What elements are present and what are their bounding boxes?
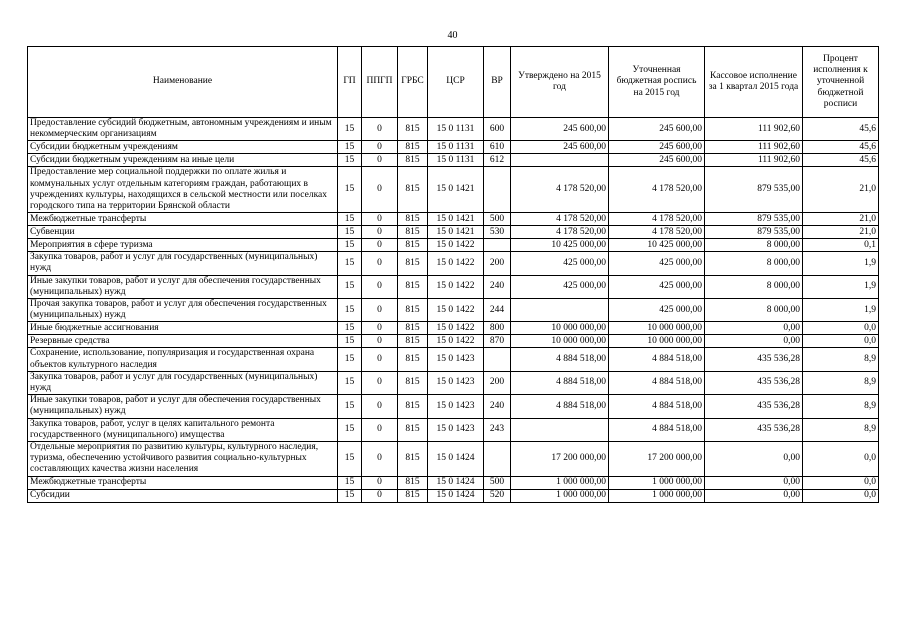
cell-approved: 1 000 000,00	[511, 476, 609, 489]
cell-name: Мероприятия в сфере туризма	[28, 239, 338, 252]
cell-gp: 15	[338, 226, 362, 239]
budget-table	[27, 46, 879, 503]
cell-vr	[484, 167, 511, 213]
cell-csr: 15 0 1423	[428, 418, 484, 441]
cell-grbs: 815	[398, 371, 428, 394]
cell-grbs: 815	[398, 154, 428, 167]
cell-vr: 600	[484, 118, 511, 141]
cell-name: Межбюджетные трансферты	[28, 213, 338, 226]
cell-gp: 15	[338, 118, 362, 141]
cell-gp: 15	[338, 213, 362, 226]
cell-vr: 243	[484, 418, 511, 441]
column-header-vr: ВР	[484, 47, 511, 118]
cell-grbs: 815	[398, 226, 428, 239]
column-header-refined: Уточненная бюджетная роспись на 2015 год	[609, 47, 705, 118]
cell-refined: 10 000 000,00	[609, 322, 705, 335]
cell-gp: 15	[338, 239, 362, 252]
cell-refined: 4 178 520,00	[609, 213, 705, 226]
cell-ppgp: 0	[362, 418, 398, 441]
cell-ppgp: 0	[362, 275, 398, 298]
cell-cash: 8 000,00	[705, 275, 803, 298]
cell-name: Закупка товаров, работ и услуг для государственных (муниципальных) нужд	[28, 252, 338, 275]
cell-ppgp: 0	[362, 489, 398, 502]
cell-approved: 4 884 518,00	[511, 395, 609, 418]
cell-gp: 15	[338, 371, 362, 394]
cell-grbs: 815	[398, 252, 428, 275]
cell-approved: 4 884 518,00	[511, 371, 609, 394]
cell-csr: 15 0 1421	[428, 167, 484, 213]
cell-approved: 425 000,00	[511, 275, 609, 298]
cell-ppgp: 0	[362, 141, 398, 154]
cell-cash: 435 536,28	[705, 395, 803, 418]
cell-percent: 1,9	[803, 299, 879, 322]
cell-grbs: 815	[398, 118, 428, 141]
cell-refined: 4 178 520,00	[609, 226, 705, 239]
cell-gp: 15	[338, 141, 362, 154]
cell-refined: 10 425 000,00	[609, 239, 705, 252]
column-header-csr: ЦСР	[428, 47, 484, 118]
cell-refined: 4 884 518,00	[609, 348, 705, 371]
table-row	[28, 226, 879, 239]
cell-approved	[511, 154, 609, 167]
cell-name: Иные закупки товаров, работ и услуг для обеспечения государственных (муниципальных) нужд	[28, 395, 338, 418]
cell-name: Резервные средства	[28, 335, 338, 348]
cell-name: Прочая закупка товаров, работ и услуг для обеспечения государственных (муниципальных) нужд	[28, 299, 338, 322]
cell-vr: 612	[484, 154, 511, 167]
cell-ppgp: 0	[362, 226, 398, 239]
cell-csr: 15 0 1422	[428, 322, 484, 335]
cell-gp: 15	[338, 395, 362, 418]
cell-gp: 15	[338, 299, 362, 322]
cell-percent: 0,0	[803, 489, 879, 502]
column-header-approved: Утверждено на 2015 год	[511, 47, 609, 118]
cell-name: Иные закупки товаров, работ и услуг для обеспечения государственных (муниципальных) нужд	[28, 275, 338, 298]
cell-csr: 15 0 1131	[428, 118, 484, 141]
cell-vr: 870	[484, 335, 511, 348]
cell-name: Предоставление субсидий бюджетным, автономным учреждениям и иным некоммерческим организациям	[28, 118, 338, 141]
cell-cash: 0,00	[705, 335, 803, 348]
cell-ppgp: 0	[362, 335, 398, 348]
cell-name: Закупка товаров, работ, услуг в целях капитального ремонта государственного (муниципального) имущества	[28, 418, 338, 441]
cell-refined: 425 000,00	[609, 275, 705, 298]
cell-name: Иные бюджетные ассигнования	[28, 322, 338, 335]
table-row	[28, 167, 879, 213]
cell-csr: 15 0 1131	[428, 154, 484, 167]
cell-refined: 245 600,00	[609, 141, 705, 154]
table-row	[28, 371, 879, 394]
cell-grbs: 815	[398, 239, 428, 252]
cell-vr: 240	[484, 395, 511, 418]
cell-cash: 435 536,28	[705, 348, 803, 371]
cell-percent: 8,9	[803, 418, 879, 441]
cell-refined: 4 178 520,00	[609, 167, 705, 213]
cell-cash: 111 902,60	[705, 154, 803, 167]
cell-percent: 0,0	[803, 335, 879, 348]
cell-ppgp: 0	[362, 348, 398, 371]
table-row	[28, 154, 879, 167]
cell-cash: 0,00	[705, 442, 803, 477]
cell-approved: 10 000 000,00	[511, 335, 609, 348]
cell-name: Субсидии бюджетным учреждениям на иные цели	[28, 154, 338, 167]
cell-csr: 15 0 1423	[428, 348, 484, 371]
cell-cash: 8 000,00	[705, 239, 803, 252]
cell-refined: 1 000 000,00	[609, 476, 705, 489]
cell-refined: 4 884 518,00	[609, 418, 705, 441]
cell-ppgp: 0	[362, 395, 398, 418]
table-row	[28, 418, 879, 441]
column-header-cash: Кассовое исполнение за 1 квартал 2015 года	[705, 47, 803, 118]
table-row	[28, 239, 879, 252]
cell-csr: 15 0 1421	[428, 213, 484, 226]
cell-ppgp: 0	[362, 154, 398, 167]
cell-approved: 4 178 520,00	[511, 226, 609, 239]
cell-vr: 610	[484, 141, 511, 154]
cell-cash: 879 535,00	[705, 167, 803, 213]
cell-name: Межбюджетные трансферты	[28, 476, 338, 489]
cell-cash: 879 535,00	[705, 213, 803, 226]
cell-cash: 111 902,60	[705, 141, 803, 154]
column-header-name: Наименование	[28, 47, 338, 118]
cell-approved: 4 178 520,00	[511, 213, 609, 226]
cell-percent: 0,0	[803, 442, 879, 477]
cell-vr: 800	[484, 322, 511, 335]
cell-grbs: 815	[398, 299, 428, 322]
cell-approved: 245 600,00	[511, 118, 609, 141]
column-header-gp: ГП	[338, 47, 362, 118]
cell-refined: 1 000 000,00	[609, 489, 705, 502]
cell-gp: 15	[338, 489, 362, 502]
cell-percent: 21,0	[803, 226, 879, 239]
cell-name: Субсидии	[28, 489, 338, 502]
cell-csr: 15 0 1421	[428, 226, 484, 239]
cell-approved: 1 000 000,00	[511, 489, 609, 502]
cell-gp: 15	[338, 167, 362, 213]
cell-gp: 15	[338, 252, 362, 275]
cell-gp: 15	[338, 275, 362, 298]
cell-ppgp: 0	[362, 476, 398, 489]
cell-vr: 520	[484, 489, 511, 502]
cell-percent: 0,0	[803, 322, 879, 335]
cell-ppgp: 0	[362, 299, 398, 322]
table-row	[28, 489, 879, 502]
cell-grbs: 815	[398, 335, 428, 348]
cell-vr	[484, 442, 511, 477]
cell-percent: 45,6	[803, 118, 879, 141]
cell-vr	[484, 239, 511, 252]
cell-grbs: 815	[398, 275, 428, 298]
table-row	[28, 335, 879, 348]
cell-approved	[511, 418, 609, 441]
cell-approved: 4 178 520,00	[511, 167, 609, 213]
cell-grbs: 815	[398, 418, 428, 441]
cell-grbs: 815	[398, 348, 428, 371]
table-row	[28, 395, 879, 418]
cell-name: Закупка товаров, работ и услуг для государственных (муниципальных) нужд	[28, 371, 338, 394]
cell-approved: 245 600,00	[511, 141, 609, 154]
column-header-percent: Процент исполнения к уточненной бюджетной росписи	[803, 47, 879, 118]
cell-ppgp: 0	[362, 322, 398, 335]
cell-percent: 45,6	[803, 141, 879, 154]
cell-csr: 15 0 1422	[428, 275, 484, 298]
cell-grbs: 815	[398, 167, 428, 213]
cell-ppgp: 0	[362, 118, 398, 141]
cell-refined: 245 600,00	[609, 118, 705, 141]
cell-name: Субвенции	[28, 226, 338, 239]
cell-ppgp: 0	[362, 442, 398, 477]
table-row	[28, 348, 879, 371]
cell-approved: 10 425 000,00	[511, 239, 609, 252]
column-header-grbs: ГРБС	[398, 47, 428, 118]
cell-cash: 435 536,28	[705, 418, 803, 441]
cell-vr: 200	[484, 252, 511, 275]
cell-approved: 425 000,00	[511, 252, 609, 275]
cell-percent: 8,9	[803, 348, 879, 371]
cell-grbs: 815	[398, 322, 428, 335]
cell-gp: 15	[338, 322, 362, 335]
cell-csr: 15 0 1424	[428, 489, 484, 502]
cell-refined: 4 884 518,00	[609, 371, 705, 394]
cell-vr: 244	[484, 299, 511, 322]
cell-gp: 15	[338, 442, 362, 477]
cell-vr: 200	[484, 371, 511, 394]
cell-csr: 15 0 1424	[428, 442, 484, 477]
cell-ppgp: 0	[362, 252, 398, 275]
cell-grbs: 815	[398, 141, 428, 154]
cell-vr: 530	[484, 226, 511, 239]
cell-cash: 435 536,28	[705, 371, 803, 394]
cell-name: Сохранение, использование, популяризация и государственная охрана объектов культурного наследия	[28, 348, 338, 371]
cell-refined: 425 000,00	[609, 299, 705, 322]
table-row	[28, 275, 879, 298]
cell-gp: 15	[338, 348, 362, 371]
cell-grbs: 815	[398, 489, 428, 502]
cell-ppgp: 0	[362, 167, 398, 213]
cell-cash: 111 902,60	[705, 118, 803, 141]
cell-percent: 1,9	[803, 252, 879, 275]
cell-percent: 0,1	[803, 239, 879, 252]
table-header-row	[28, 47, 879, 118]
cell-refined: 17 200 000,00	[609, 442, 705, 477]
cell-percent: 45,6	[803, 154, 879, 167]
cell-name: Субсидии бюджетным учреждениям	[28, 141, 338, 154]
cell-percent: 21,0	[803, 213, 879, 226]
table-row	[28, 322, 879, 335]
cell-name: Отдельные мероприятия по развитию культуры, культурного наследия, туризма, обеспечению устойчивого развития социально-культурных составляющих качества жизни населения	[28, 442, 338, 477]
cell-csr: 15 0 1422	[428, 299, 484, 322]
table-row	[28, 213, 879, 226]
cell-approved: 10 000 000,00	[511, 322, 609, 335]
cell-refined: 10 000 000,00	[609, 335, 705, 348]
cell-refined: 425 000,00	[609, 252, 705, 275]
cell-percent: 0,0	[803, 476, 879, 489]
table-row	[28, 442, 879, 477]
cell-ppgp: 0	[362, 371, 398, 394]
cell-vr: 500	[484, 476, 511, 489]
cell-cash: 0,00	[705, 476, 803, 489]
cell-vr: 500	[484, 213, 511, 226]
cell-gp: 15	[338, 335, 362, 348]
table-row	[28, 118, 879, 141]
cell-csr: 15 0 1131	[428, 141, 484, 154]
cell-ppgp: 0	[362, 213, 398, 226]
cell-percent: 1,9	[803, 275, 879, 298]
cell-approved	[511, 299, 609, 322]
cell-vr	[484, 348, 511, 371]
cell-cash: 8 000,00	[705, 299, 803, 322]
cell-grbs: 815	[398, 395, 428, 418]
cell-refined: 4 884 518,00	[609, 395, 705, 418]
table-row	[28, 252, 879, 275]
table-body	[28, 118, 879, 503]
cell-gp: 15	[338, 418, 362, 441]
cell-csr: 15 0 1422	[428, 335, 484, 348]
cell-percent: 8,9	[803, 395, 879, 418]
cell-csr: 15 0 1422	[428, 239, 484, 252]
cell-grbs: 815	[398, 213, 428, 226]
cell-csr: 15 0 1423	[428, 371, 484, 394]
page-number: 40	[447, 30, 458, 41]
cell-approved: 17 200 000,00	[511, 442, 609, 477]
cell-grbs: 815	[398, 476, 428, 489]
cell-approved: 4 884 518,00	[511, 348, 609, 371]
table-row	[28, 299, 879, 322]
cell-refined: 245 600,00	[609, 154, 705, 167]
cell-percent: 21,0	[803, 167, 879, 213]
cell-vr: 240	[484, 275, 511, 298]
cell-ppgp: 0	[362, 239, 398, 252]
cell-cash: 879 535,00	[705, 226, 803, 239]
cell-gp: 15	[338, 154, 362, 167]
cell-csr: 15 0 1424	[428, 476, 484, 489]
table-row	[28, 476, 879, 489]
cell-cash: 8 000,00	[705, 252, 803, 275]
cell-cash: 0,00	[705, 489, 803, 502]
cell-csr: 15 0 1423	[428, 395, 484, 418]
cell-cash: 0,00	[705, 322, 803, 335]
column-header-ppgp: ППГП	[362, 47, 398, 118]
cell-name: Предоставление мер социальной поддержки по оплате жилья и коммунальных услуг отдельным категориям граждан, работающих в учреждениях культуры, находящихся в сельской местности или поселках городского типа на территории Брянской области	[28, 167, 338, 213]
table-row	[28, 141, 879, 154]
cell-csr: 15 0 1422	[428, 252, 484, 275]
cell-percent: 8,9	[803, 371, 879, 394]
cell-grbs: 815	[398, 442, 428, 477]
cell-gp: 15	[338, 476, 362, 489]
